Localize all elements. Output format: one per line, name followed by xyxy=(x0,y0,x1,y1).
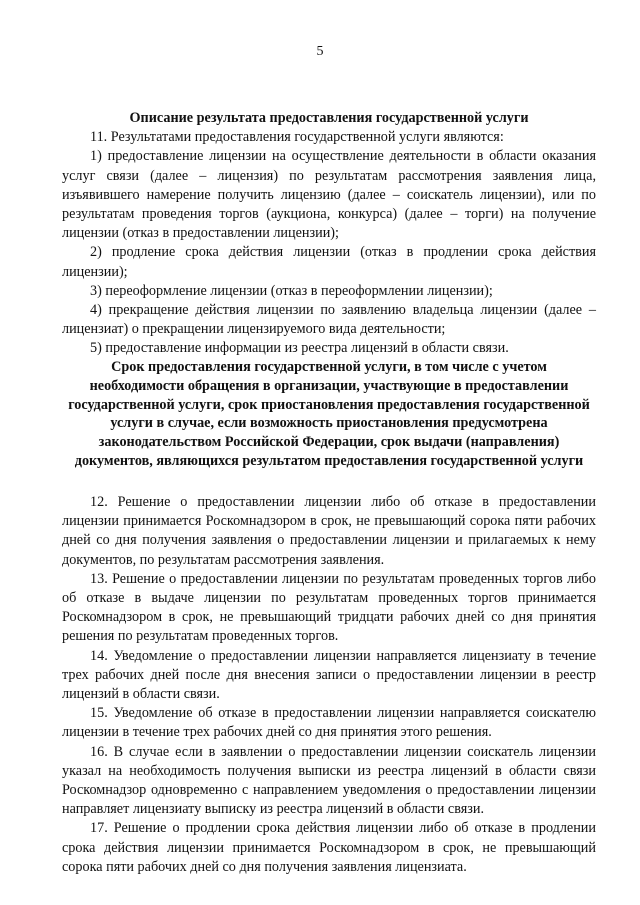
term-section xyxy=(62,493,596,877)
page-number: 5 xyxy=(316,44,324,59)
paragraph: 14. Уведомление о предоставлении лицензии направляется лицензиату в течение трех рабочих дней после дня внесения записи о предоставлении лицензии в реестр лицензий в области связи. xyxy=(62,647,596,703)
result-section xyxy=(62,109,596,359)
term-heading-block xyxy=(62,358,596,471)
list-item: 2) продление срока действия лицензии (отказ в продлении срока действия лицензии); xyxy=(62,244,596,280)
list-item: 4) прекращение действия лицензии по заявлению владельца лицензии (далее – лицензиат) о прекращении лицензируемого вида деятельности; xyxy=(62,302,596,338)
paragraph: 12. Решение о предоставлении лицензии либо об отказе в предоставлении лицензии принимается Роскомнадзором в срок, не превышающий сорока пяти рабочих дней со дня получения заявления о предоставлении лицензии и прилагаемых к нему документов, по результатам рассмотрения заявления. xyxy=(62,494,596,568)
section-heading: Описание результата предоставления государственной услуги xyxy=(129,110,529,126)
list-item: 3) переоформление лицензии (отказ в переоформлении лицензии); xyxy=(90,282,493,299)
paragraph: 17. Решение о продлении срока действия лицензии либо об отказе в продлении срока действия лицензии принимается Роскомнадзором в срок, не превышающий сорока пяти рабочих дней со дня получения заявления лицензиата. xyxy=(62,820,596,875)
list-item: 1) предоставление лицензии на осуществление деятельности в области оказания услуг связи (далее – лицензия) по результатам рассмотрения заявления лица, изъявившего намерение получить лицензию (далее – соискатель лицензии), или по результатам проведения торгов (аукциона, конкурса) (далее – торги) на получение лицензии (отказ в предоставлении лицензии); xyxy=(62,148,596,242)
paragraph: 15. Уведомление об отказе в предоставлении лицензии направляется соискателю лицензии в течение трех рабочих дней со дня принятия этого решения. xyxy=(62,705,596,741)
paragraph: 16. В случае если в заявлении о предоставлении лицензии соискатель лицензии указал на необходимость получения выписки из реестра лицензий в области связи Роскомнадзор одновременно с направлением уведомления о предоставлении лицензии направляет лицензиату выписку из реестра лицензий в области связи. xyxy=(62,743,596,818)
paragraph: 13. Решение о предоставлении лицензии по результатам проведенных торгов либо об отказе в выдаче лицензии по результатам проведенных торгов принимается Роскомнадзором в срок, не превышающий тридцати рабочих дней со дня принятия решения по результатам проведенных торгов. xyxy=(62,570,596,645)
paragraph: 11. Результатами предоставления государственной услуги являются: xyxy=(90,129,504,146)
section-heading: Срок предоставления государственной услуги, в том числе с учетом необходимости обращения в организации, участвующие в предоставлении государственной услуги, срок приостановления предоставления государственной услуги в случае, если возможность приостановления предусмотрена законодательством Российской Федерации, срок выдачи (направления) документов, являющихся результатом предоставления государственной услуги xyxy=(68,359,590,469)
list-item: 5) предоставление информации из реестра лицензий в области связи. xyxy=(90,340,509,357)
